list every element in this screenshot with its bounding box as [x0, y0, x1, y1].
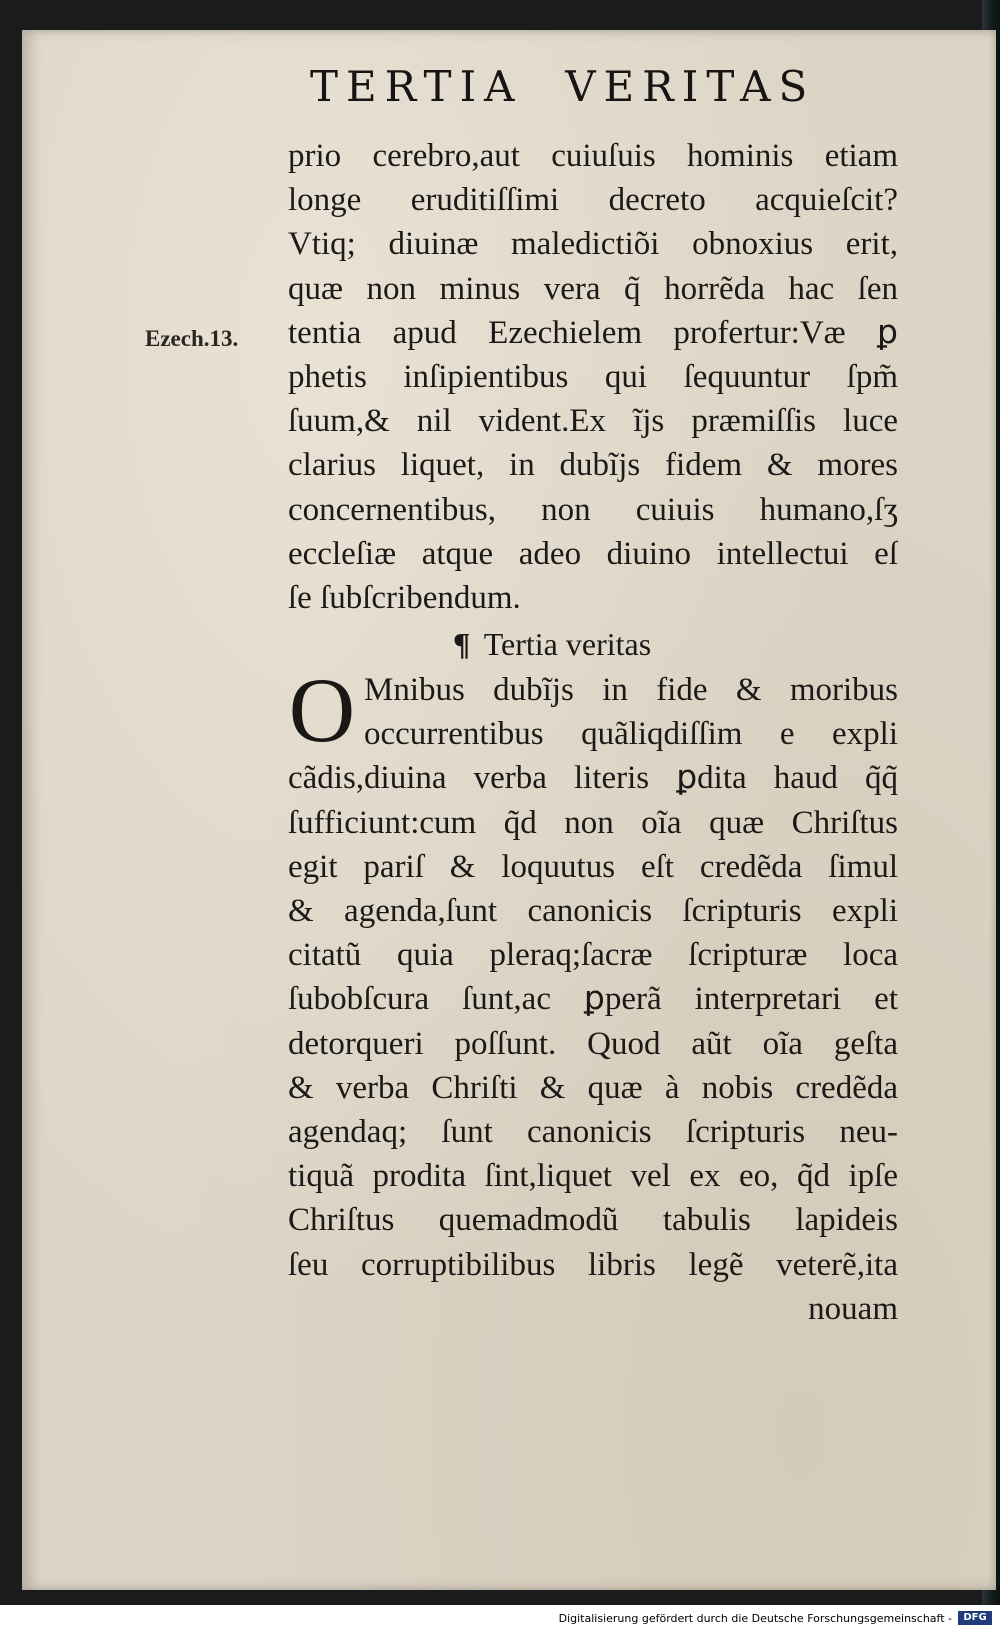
text-line: & verba Chriſti & quæ à nobis credẽda	[288, 1069, 898, 1106]
text-line: clarius liquet, in dubĩjs fidem & mores	[288, 447, 898, 484]
text-line: ſufficiunt:cum q̃d non oĩa quæ Chriſtus	[288, 804, 898, 841]
drop-cap-initial: O	[288, 659, 356, 762]
text-line: phetis inſipientibus qui ſequuntur ſpm̃	[288, 358, 898, 395]
running-head: TERTIA VERITAS	[310, 62, 816, 111]
catchword: nouam	[808, 1290, 898, 1327]
text-line: quæ non minus vera q̃ horrẽda hac ſen	[288, 270, 898, 307]
text-line: eccleſiæ atque adeo diuino intellectui eſ	[288, 535, 898, 572]
text-line: Mnibus dubĩjs in fide & moribus	[364, 672, 898, 709]
text-lines-after-heading	[288, 668, 898, 1287]
main-text-block	[288, 134, 898, 1331]
marginal-note: Ezech.13.	[145, 326, 239, 351]
text-line: prio cerebro,aut cuiuſuis hominis etiam	[288, 138, 898, 174]
pilcrow-icon: ¶	[453, 626, 471, 663]
initial-paragraph	[288, 659, 898, 1287]
text-line: Vtiq; diuinæ maledictiõi obnoxius erit,	[288, 226, 898, 263]
text-line: concernentibus, non cuiuis humano,ſʒ	[288, 491, 898, 528]
text-line: tiquã prodita ſint,liquet vel ex eo, q̃d ipſe	[288, 1158, 898, 1195]
text-line: ſuum,& nil vident.Ex ĩjs præmiſſis luce	[288, 403, 898, 440]
footer-credit: Digitalisierung gefördert durch die Deutsche Forschungsgemeinschaft -	[558, 1612, 952, 1625]
text-line: ſe ſubſcribendum.	[288, 579, 521, 616]
section-heading	[288, 620, 898, 668]
text-line: egit pariſ & loquutus eſt credẽda ſimul	[288, 848, 898, 885]
text-line: ſubobſcura ſunt,ac ꝑperã interpretari et	[288, 981, 898, 1018]
text-lines-before-heading	[288, 134, 898, 620]
text-line: occurrentibus quãliqdiſſim e expli	[364, 716, 898, 753]
section-heading-text: Tertia veritas	[483, 626, 652, 663]
text-line: & agenda,ſunt canonicis ſcripturis expli	[288, 893, 898, 929]
text-line: detorqueri poſſunt. Quod aũt oĩa geſta	[288, 1025, 898, 1062]
text-line: cãdis,diuina verba literis ꝑdita haud q̃q̃	[288, 760, 898, 797]
text-line: agendaq; ſunt canonicis ſcripturis neu-	[288, 1113, 898, 1150]
text-line: longe eruditiſſimi decreto acquieſcit?	[288, 182, 898, 219]
text-line: ſeu corruptibilibus libris legẽ veterẽ,ita	[288, 1246, 898, 1283]
text-line: tentia apud Ezechielem profertur:Væ ꝑ	[288, 314, 898, 351]
text-line: Chriſtus quemadmodũ tabulis lapideis	[288, 1202, 898, 1239]
dfg-logo-icon: DFG	[958, 1611, 992, 1625]
text-line: citatũ quia pleraq;ſacræ ſcripturæ loca	[288, 937, 898, 974]
